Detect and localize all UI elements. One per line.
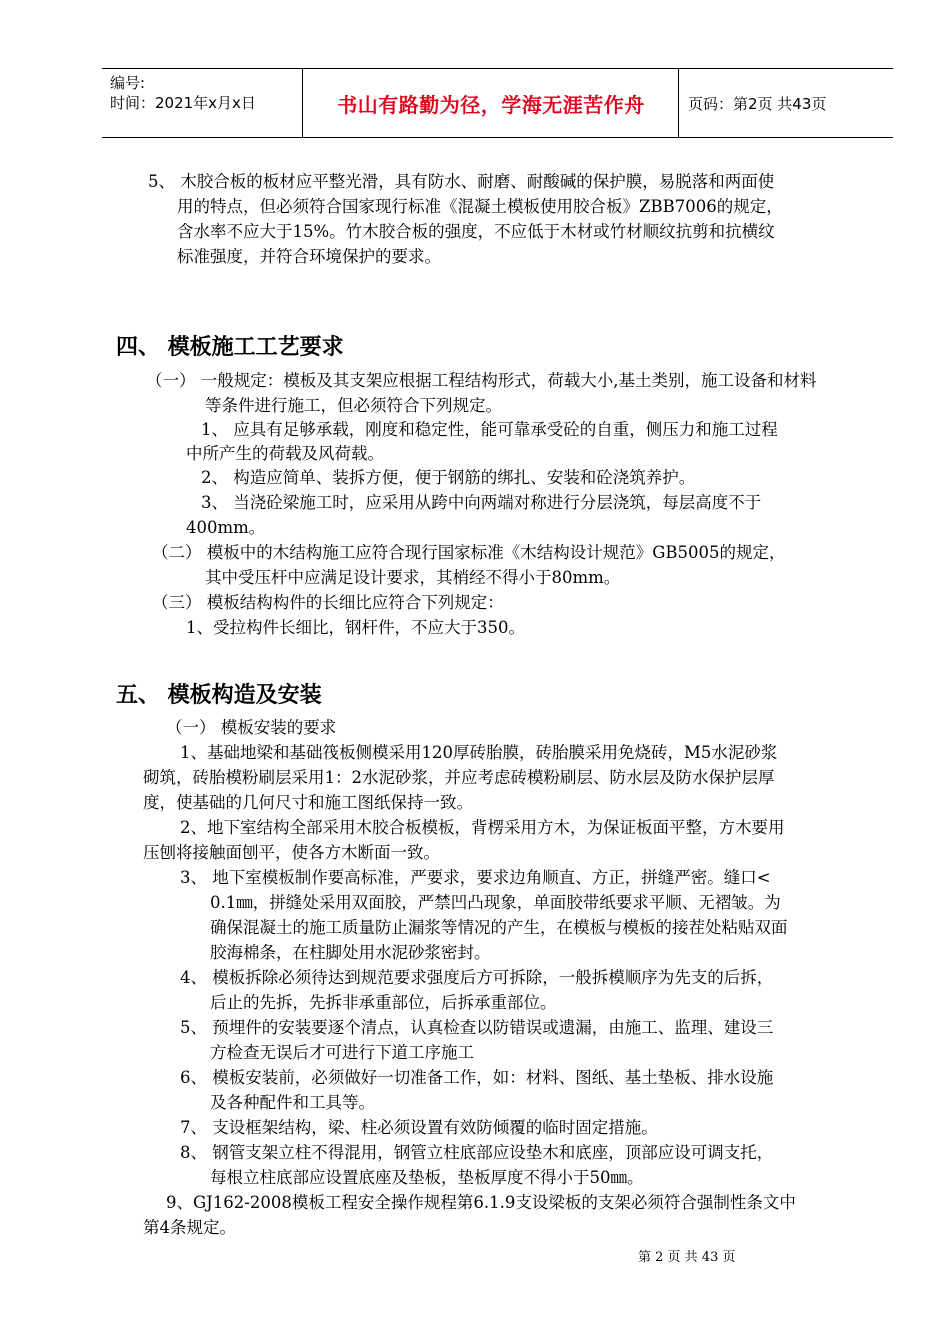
text-line: 度，使基础的几何尺寸和施工图纸保持一致。 xyxy=(143,793,473,812)
header-meta xyxy=(110,73,256,113)
text-line: 及各种配件和工具等。 xyxy=(210,1093,375,1112)
text-line: 压刨将接触面刨平，使各方木断面一致。 xyxy=(143,843,440,862)
number-label: 编号: xyxy=(110,74,146,92)
text-line: 方检查无误后才可进行下道工序施工 xyxy=(210,1043,474,1062)
page-footer: 第 2 页 共 43 页 xyxy=(638,1250,736,1265)
text-line: 1、 应具有足够承载，刚度和稳定性，能可靠承受砼的自重，侧压力和施工过程 xyxy=(201,420,778,439)
text-line: 标准强度，并符合环境保护的要求。 xyxy=(177,247,441,266)
text-line: 5、 预埋件的安装要逐个清点，认真检查以防错误或遗漏，由施工、监理、建设三 xyxy=(180,1018,774,1037)
header-page-label: 页码：第2页 共43页 xyxy=(688,94,827,113)
text-line: 确保混凝土的施工质量防止漏浆等情况的产生，在模板与模板的接茬处粘贴双面 xyxy=(210,918,788,937)
header-divider xyxy=(302,69,303,137)
text-line: 后止的先拆，先拆非承重部位，后拆承重部位。 xyxy=(210,993,557,1012)
header-divider xyxy=(678,69,679,137)
text-line: 7、 支设框架结构，梁、柱必须设置有效防倾覆的临时固定措施。 xyxy=(180,1118,658,1137)
text-line: （一） 一般规定：模板及其支架应根据工程结构形式，荷载大小,基土类别，施工设备和材料 xyxy=(146,371,817,390)
text-line: （一） 模板安装的要求 xyxy=(166,718,337,737)
section-heading: 五、 模板构造及安装 xyxy=(116,683,322,708)
text-line: 0.1㎜，拼缝处采用双面胶，严禁凹凸现象，单面胶带纸要求平顺、无褶皱。为 xyxy=(210,893,781,912)
text-line: 400mm。 xyxy=(186,518,266,537)
text-line: 含水率不应大于15%。竹木胶合板的强度，不应低于木材或竹材顺纹抗剪和抗横纹 xyxy=(177,222,775,241)
text-line: 2、 构造应简单、装拆方便，便于钢筋的绑扎、安装和砼浇筑养护。 xyxy=(201,468,696,487)
text-line: 1、基础地梁和基础筏板侧模采用120厚砖胎膜，砖胎膜采用免烧砖，M5水泥砂浆 xyxy=(180,743,778,762)
text-line: 砌筑，砖胎模粉刷层采用1：2水泥砂浆，并应考虑砖模粉刷层、防水层及防水保护层厚 xyxy=(143,768,775,787)
text-line: 2、地下室结构全部采用木胶合板模板，背楞采用方木，为保证板面平整，方木要用 xyxy=(180,818,785,837)
text-line: 等条件进行施工，但必须符合下列规定。 xyxy=(205,396,502,415)
text-line: （二） 模板中的木结构施工应符合现行国家标准《木结构设计规范》GB5005的规定， xyxy=(152,543,786,562)
page-header xyxy=(102,68,893,138)
header-motto: 书山有路勤为径，学海无涯苦作舟 xyxy=(337,92,645,117)
text-line: 4、 模板拆除必须待达到规范要求强度后方可拆除，一般拆模顺序为先支的后拆， xyxy=(180,968,774,987)
text-line: 3、 地下室模板制作要高标准，严要求，要求边角顺直、方正，拼缝严密。缝口< xyxy=(180,868,771,887)
text-line: 中所产生的荷载及风荷载。 xyxy=(186,444,384,463)
text-line: 每根立柱底部应设置底座及垫板，垫板厚度不得小于50㎜。 xyxy=(210,1168,644,1187)
text-line: 9、GJ162-2008模板工程安全操作规程第6.1.9支设梁板的支架必须符合强制性条文中 xyxy=(166,1193,796,1212)
text-line: 6、 模板安装前，必须做好一切准备工作，如：材料、图纸、基土垫板、排水设施 xyxy=(180,1068,774,1087)
text-line: 3、 当浇砼梁施工时，应采用从跨中向两端对称进行分层浇筑，每层高度不于 xyxy=(201,493,762,512)
text-line: 用的特点，但必须符合国家现行标准《混凝土模板使用胶合板》ZBB7006的规定， xyxy=(177,197,783,216)
time-label: 时间：2021年x月x日 xyxy=(110,94,256,112)
text-line: 8、 钢管支架立柱不得混用，钢管立柱底部应设垫木和底座，顶部应设可调支托， xyxy=(180,1143,774,1162)
text-line: 胶海棉条，在柱脚处用水泥砂浆密封。 xyxy=(210,943,491,962)
text-line: 5、 木胶合板的板材应平整光滑，具有防水、耐磨、耐酸碱的保护膜，易脱落和两面使 xyxy=(148,172,775,191)
text-line: （三） 模板结构构件的长细比应符合下列规定： xyxy=(152,593,504,612)
section-heading: 四、 模板施工工艺要求 xyxy=(116,335,344,360)
text-line: 其中受压杆中应满足设计要求，其梢经不得小于80mm。 xyxy=(205,568,621,587)
text-line: 1、受拉构件长细比，钢杆件，不应大于350。 xyxy=(186,618,525,637)
text-line: 第4条规定。 xyxy=(143,1218,236,1237)
